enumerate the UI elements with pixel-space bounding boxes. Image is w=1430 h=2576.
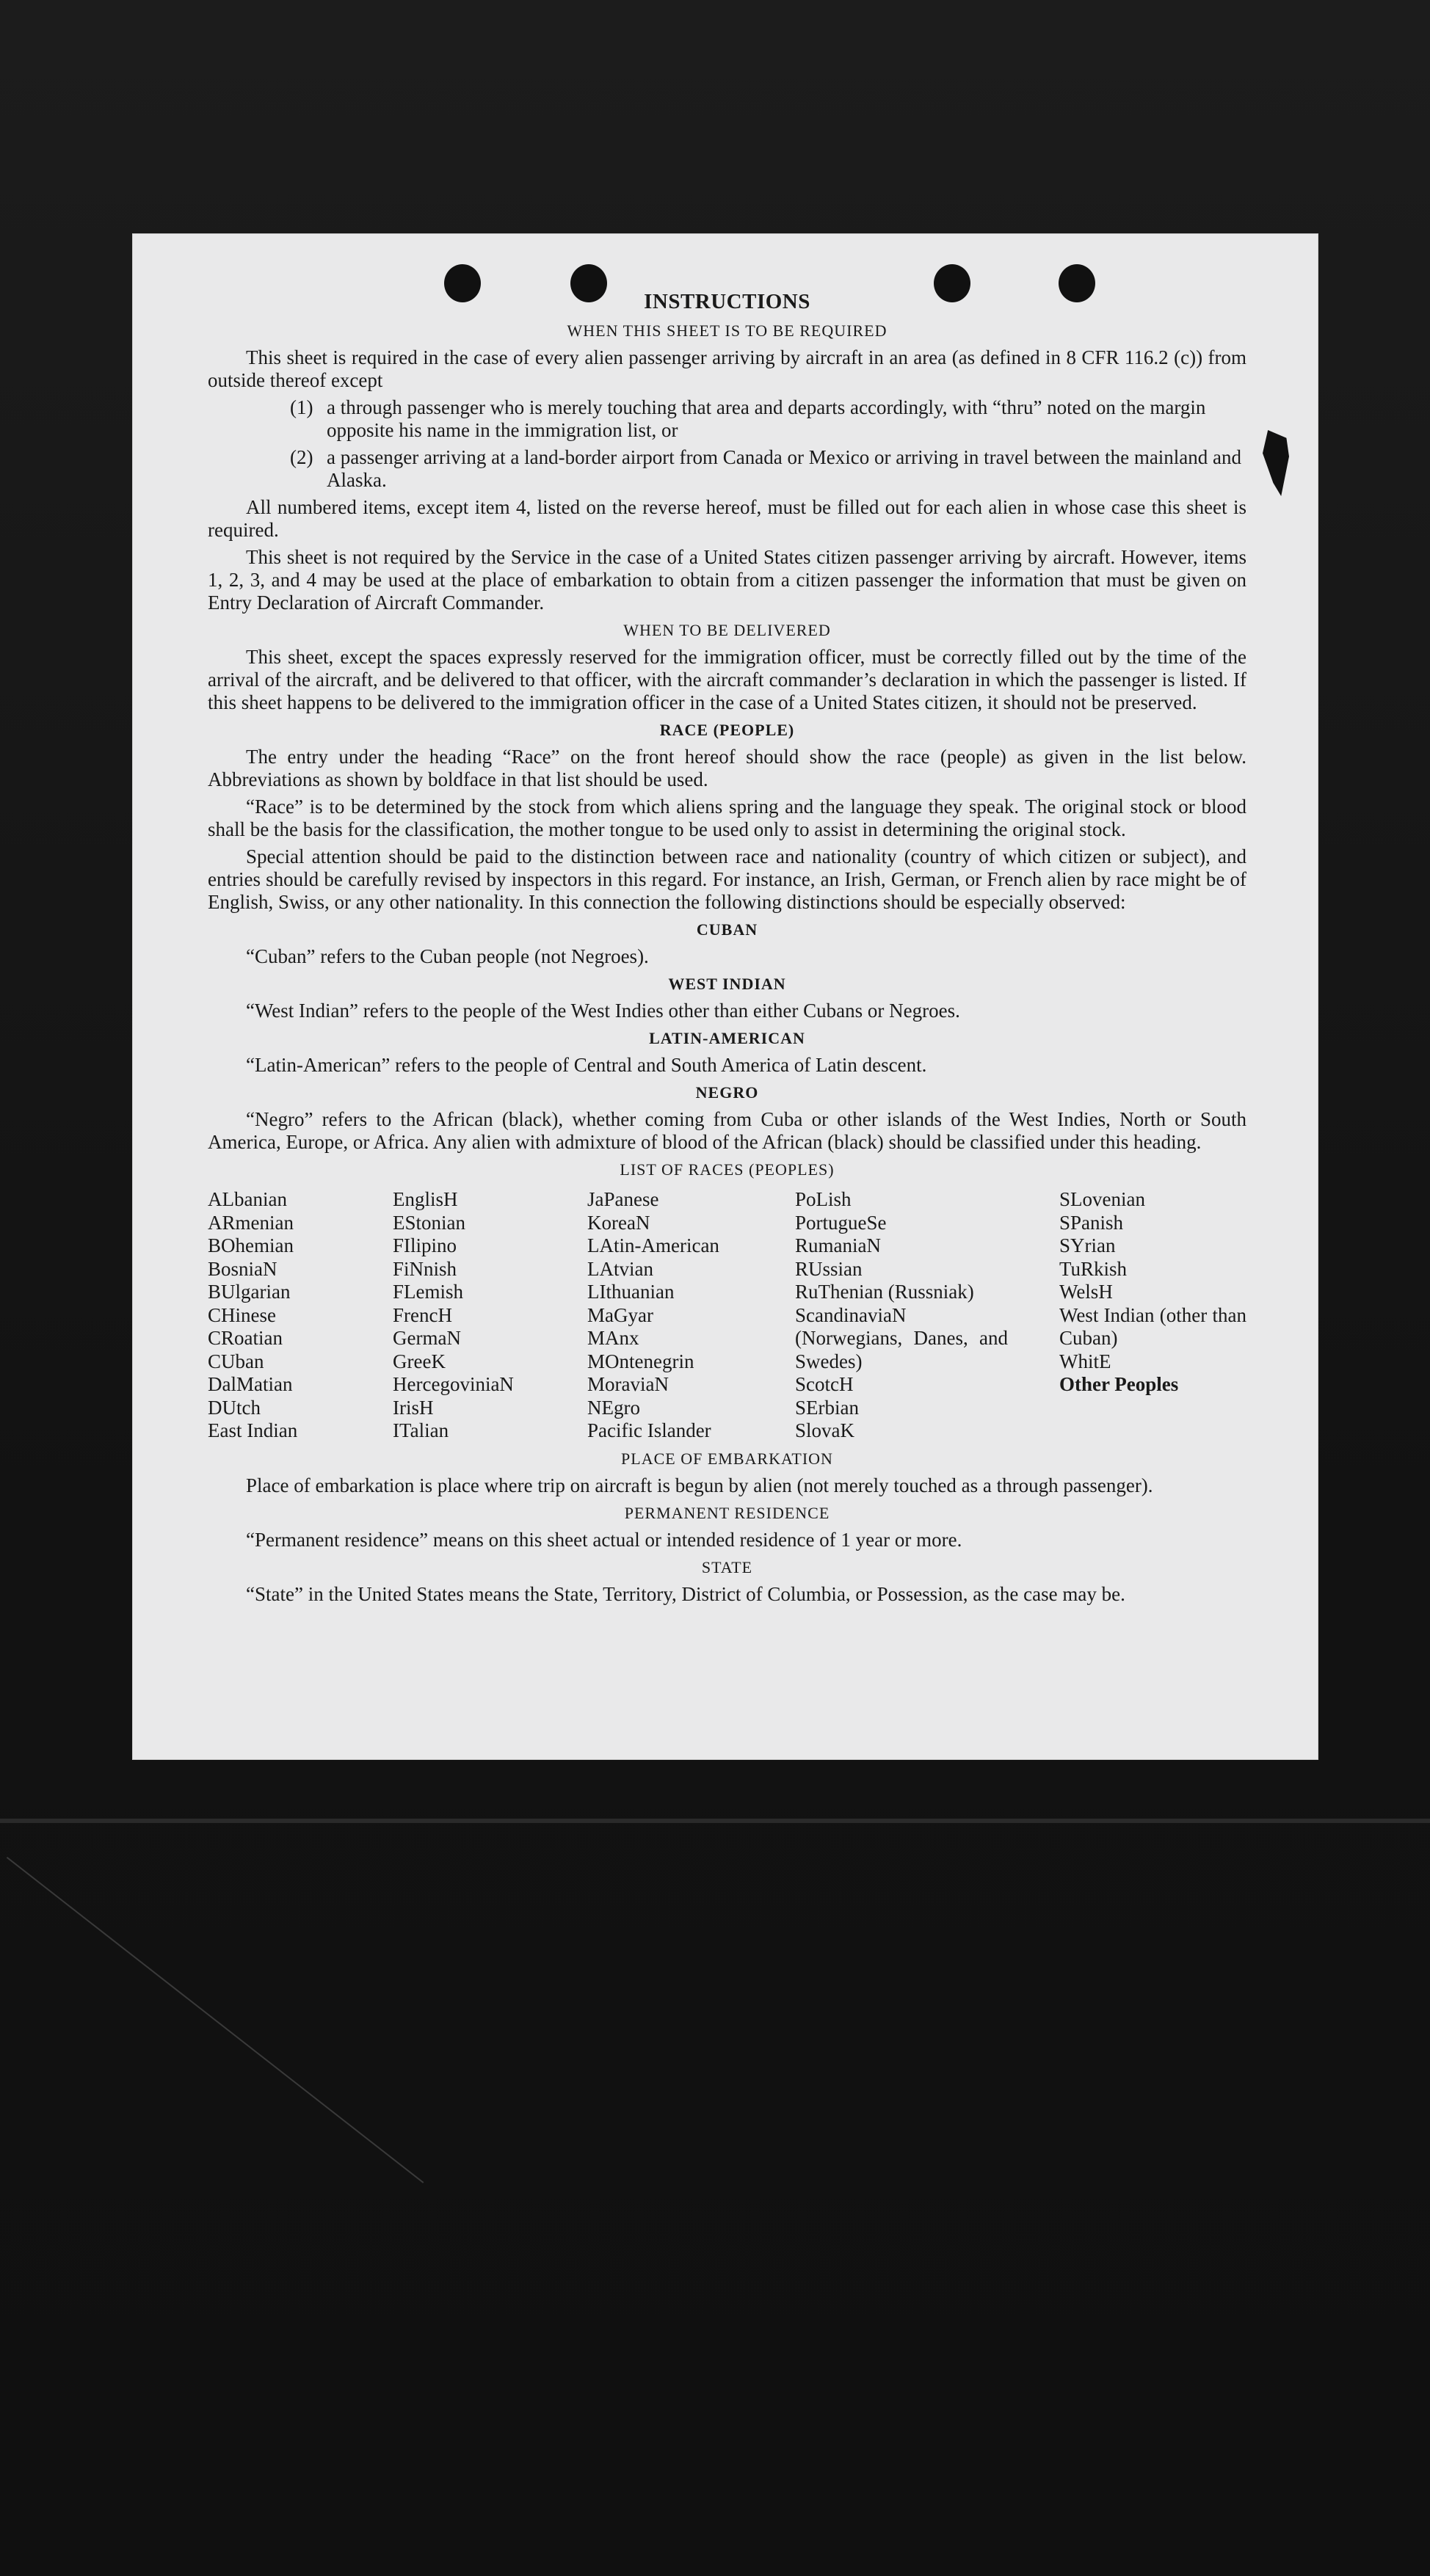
paragraph: “State” in the United States means the State, Territory, District of Columbia, or Possession, as the case may be.	[246, 1582, 1125, 1605]
section-heading: LATIN-AMERICAN	[649, 1029, 805, 1047]
ink-blot	[1263, 430, 1289, 496]
race-entry: CUban	[208, 1350, 264, 1372]
race-entry: SPanish	[1059, 1211, 1124, 1234]
section-heading: WHEN THIS SHEET IS TO BE REQUIRED	[567, 321, 888, 340]
race-entry: RUssian	[795, 1257, 863, 1280]
section-heading: PERMANENT RESIDENCE	[624, 1503, 830, 1522]
paragraph: The entry under the heading “Race” on the front hereof should show the race (people) as given in the list below. Abbreviations as shown by boldface in that list should be used.	[208, 746, 1246, 790]
paragraph: “Latin-American” refers to the people of Central and South America of Latin descent.	[246, 1054, 927, 1076]
race-entry: ScandinaviaN (Norwegians, Danes, and Swedes)	[795, 1303, 1008, 1372]
races-column	[393, 1188, 587, 1443]
race-entry: ALbanian	[208, 1188, 287, 1210]
section-heading: NEGRO	[695, 1083, 759, 1102]
race-entry: MoraviaN	[587, 1373, 669, 1395]
race-entry: JaPanese	[587, 1188, 659, 1210]
races-column	[795, 1188, 1059, 1443]
race-entry: EnglisH	[393, 1188, 458, 1210]
paragraph: “Race” is to be determined by the stock from which aliens spring and the language they speak. The original stock or blood shall be the basis for the classification, the mother tongue to be used only to assist in determining the original stock.	[208, 796, 1246, 840]
race-entry: WhitE	[1059, 1350, 1111, 1372]
race-entry: BUlgarian	[208, 1281, 291, 1303]
race-entry: Pacific Islander	[587, 1419, 711, 1441]
instructions-content	[208, 291, 1246, 1610]
race-entry: CRoatian	[208, 1327, 283, 1349]
race-entry: NEgro	[587, 1396, 640, 1419]
races-column	[1059, 1188, 1246, 1443]
item-number: (1)	[290, 396, 313, 418]
race-entry: TuRkish	[1059, 1257, 1128, 1280]
item-number: (2)	[290, 446, 313, 468]
race-entry: PortugueSe	[795, 1211, 887, 1234]
races-list	[208, 1188, 1246, 1443]
section-heading: LIST OF RACES (PEOPLES)	[620, 1160, 835, 1179]
race-entry: WelsH	[1059, 1281, 1113, 1303]
race-entry: LAtin-American	[587, 1234, 719, 1256]
race-entry: GermaN	[393, 1327, 461, 1349]
race-entry: LIthuanian	[587, 1281, 675, 1303]
race-entry: KoreaN	[587, 1211, 650, 1234]
race-entry: EStonian	[393, 1211, 465, 1234]
race-entry: DalMatian	[208, 1373, 293, 1395]
paragraph: This sheet is required in the case of every alien passenger arriving by aircraft in an area (as defined in 8 CFR 116.2 (c)) from outside thereof except	[208, 346, 1246, 391]
item-text: a through passenger who is merely touching that area and departs accordingly, with “thru” noted on the margin opposite his name in the immigration list, or	[327, 396, 1206, 441]
paragraph: “Cuban” refers to the Cuban people (not Negroes).	[246, 945, 649, 967]
race-entry: CHinese	[208, 1303, 276, 1326]
section-heading: RACE (PEOPLE)	[659, 721, 795, 739]
race-entry: BOhemian	[208, 1234, 294, 1256]
race-entry: SLovenian	[1059, 1188, 1145, 1210]
race-entry: GreeK	[393, 1350, 446, 1372]
paragraph: This sheet is not required by the Service in the case of a United States citizen passenger arriving by aircraft. However, items 1, 2, 3, and 4 may be used at the place of embarkation to obtain from a citizen passenger the information that must be given on Entry Declaration of Aircraft Commander.	[208, 546, 1246, 614]
race-entry: West Indian (other than Cuban)	[1059, 1303, 1246, 1349]
races-column	[208, 1188, 393, 1443]
page-title: INSTRUCTIONS	[644, 290, 810, 313]
race-entry: IrisH	[393, 1396, 434, 1419]
race-entry: SlovaK	[795, 1419, 854, 1441]
race-entry: East Indian	[208, 1419, 298, 1441]
list-item	[208, 446, 1246, 492]
race-entry: FIlipino	[393, 1234, 457, 1256]
paragraph: All numbered items, except item 4, listed on the reverse hereof, must be filled out for each alien in whose case this sheet is required.	[208, 496, 1246, 541]
paragraph: “Negro” refers to the African (black), whether coming from Cuba or other islands of the West Indies, North or South America, Europe, or Africa. Any alien with admixture of blood of the African (black) should be classified under this heading.	[208, 1108, 1246, 1153]
section-heading: WHEN TO BE DELIVERED	[623, 621, 831, 639]
race-entry: Other Peoples	[1059, 1373, 1179, 1395]
races-column	[587, 1188, 795, 1443]
race-entry: SErbian	[795, 1396, 859, 1419]
race-entry: RuThenian (Russniak)	[795, 1281, 974, 1303]
film-frame-line	[0, 1819, 1430, 1823]
race-entry: HercegoviniaN	[393, 1373, 514, 1395]
race-entry: MaGyar	[587, 1303, 653, 1326]
race-entry: ITalian	[393, 1419, 449, 1441]
race-entry: MAnx	[587, 1327, 639, 1349]
paragraph: “Permanent residence” means on this sheet actual or intended residence of 1 year or more.	[246, 1528, 962, 1551]
section-heading: WEST INDIAN	[668, 975, 786, 993]
race-entry: LAtvian	[587, 1257, 653, 1280]
race-entry: PoLish	[795, 1188, 852, 1210]
paragraph: Special attention should be paid to the distinction between race and nationality (country of which citizen or subject), and entries should be carefully revised by inspectors in this regard. For instance, an Irish, German, or French alien by race might be of English, Swiss, or any other nationality. In this connection the following distinctions should be especially observed:	[208, 845, 1246, 913]
section-heading: STATE	[701, 1557, 753, 1576]
race-entry: FLemish	[393, 1281, 464, 1303]
race-entry: ARmenian	[208, 1211, 294, 1234]
race-entry: FiNnish	[393, 1257, 457, 1280]
race-entry: MOntenegrin	[587, 1350, 694, 1372]
item-text: a passenger arriving at a land-border airport from Canada or Mexico or arriving in travel between the mainland and Alaska.	[327, 446, 1242, 491]
section-heading: CUBAN	[696, 920, 758, 939]
race-entry: BosniaN	[208, 1257, 277, 1280]
paragraph: “West Indian” refers to the people of the West Indies other than either Cubans or Negroes.	[246, 1000, 960, 1022]
race-entry: FrencH	[393, 1303, 452, 1326]
section-heading: PLACE OF EMBARKATION	[621, 1449, 833, 1468]
race-entry: RumaniaN	[795, 1234, 881, 1256]
paragraph: Place of embarkation is place where trip on aircraft is begun by alien (not merely touched as a through passenger).	[246, 1474, 1153, 1496]
race-entry: ScotcH	[795, 1373, 854, 1395]
list-item	[208, 396, 1246, 442]
instruction-sheet	[132, 233, 1318, 1760]
race-entry: DUtch	[208, 1396, 261, 1419]
race-entry: SYrian	[1059, 1234, 1116, 1256]
paragraph: This sheet, except the spaces expressly reserved for the immigration officer, must be correctly filled out by the time of the arrival of the aircraft, and be delivered to that officer, with the aircraft commander’s declaration in which the passenger is listed. If this sheet happens to be delivered to the immigration officer in the case of a United States citizen, it should not be preserved.	[208, 646, 1246, 713]
